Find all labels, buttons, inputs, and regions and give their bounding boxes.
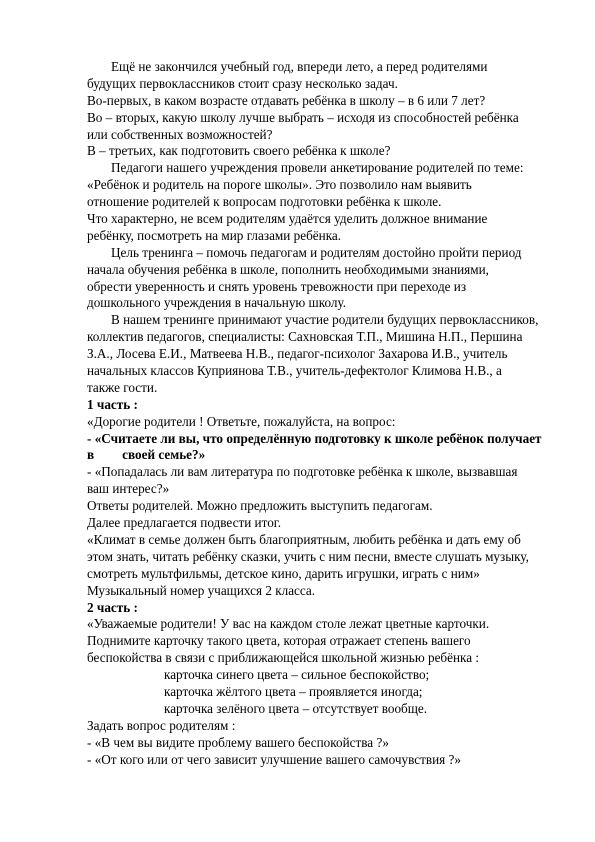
text-line: Далее предлагается подвести итог. (87, 515, 282, 531)
text-line: или собственных возможностей? (87, 126, 273, 142)
text-line: Ещё не закончился учебный год, впереди лето, а перед родителями (111, 59, 488, 74)
card-item: карточка зелёного цвета – отсутствует вообще. (164, 700, 428, 716)
text-line: Педагоги нашего учреждения провели анкетирование родителей по теме: (111, 160, 524, 176)
text-line: «Дорогие родители ! Ответьте, пожалуйста, на вопрос: (87, 413, 396, 429)
part2-heading: 2 часть : (87, 599, 138, 615)
text-line: начала обучения ребёнка в школе, пополнить необходимыми знаниями, (87, 261, 489, 277)
text-line: В нашем тренинге принимают участие родители будущих первоклассников, (111, 312, 539, 328)
card-item: карточка жёлтого цвета – проявляется иногда; (164, 683, 423, 699)
text-line: будущих первоклассников стоит сразу несколько задач. (87, 75, 398, 91)
text-line: Цель тренинга – помочь педагогам и родителям достойно пройти период (111, 244, 522, 260)
text-line: беспокойства в связи с приближающейся школьной жизнью ребёнка : (87, 650, 480, 666)
text-line: Задать вопрос родителям : (87, 717, 236, 733)
card-item: карточка синего цвета – сильное беспокойство; (164, 667, 430, 683)
text-line: также гости. (87, 379, 158, 395)
question-line: - «От кого или от чего зависит улучшение вашего самочувствия ?» (87, 751, 461, 767)
quote-line: смотреть мультфильмы, детское кино, дарить игрушки, играть с ним» (87, 565, 480, 581)
text-line: «Уважаемые родители! У вас на каждом столе лежат цветные карточки. (87, 616, 490, 632)
question-line: - «В чем вы видите проблему вашего беспокойства ?» (87, 734, 389, 750)
text-line: Во-первых, в каком возрасте отдавать ребёнка в школу – в 6 или 7 лет? (87, 92, 486, 108)
text-line: - «Попадалась ли вам литература по подготовке ребёнка к школе, вызвавшая (87, 464, 518, 480)
text-line: Во – вторых, какую школу лучше выбрать – исходя из способностей ребёнка (87, 109, 519, 125)
text-line: З.А., Лосева Е.И., Матвеева Н.В., педагог-психолог Захарова И.В., учитель (87, 346, 508, 362)
text-line: обрести уверенность и снять уровень тревожности при переходе из (87, 278, 467, 294)
text-line: ваш интерес?» (87, 481, 170, 497)
text-line: «Ребёнок и родитель на пороге школы». Это позволило нам выявить (87, 177, 472, 193)
part1-question-1: - «Считаете ли вы, что определённую подготовку к школе ребёнок получает (87, 430, 542, 446)
text-line: Поднимите карточку такого цвета, которая отражает степень вашего (87, 633, 471, 649)
text-line: коллектив педагогов, специалисты: Сахновская Т.П., Мишина Н.П., Першина (87, 329, 523, 345)
text-line: В – третьих, как подготовить своего ребёнка к школе? (87, 143, 391, 159)
text-line: Ответы родителей. Можно предложить выступить педагогам. (87, 498, 433, 514)
part1-question-1-cont: в своей семье?» (87, 447, 206, 463)
text-line: Что характерно, не всем родителям удаётся уделить должное внимание (87, 211, 488, 227)
text-line: начальных классов Куприянова Т.В., учитель-дефектолог Климова Н.В., а (87, 363, 502, 379)
part1-heading: 1 часть : (87, 396, 138, 412)
text-line: дошкольного учреждения в начальную школу. (87, 295, 347, 311)
text-line: ребёнку, посмотреть на мир глазами ребёнка. (87, 227, 342, 243)
text-line: Музыкальный номер учащихся 2 класса. (87, 582, 316, 598)
text-line: отношение родителей к вопросам подготовки ребёнка к школе. (87, 194, 442, 210)
document-body (87, 59, 542, 768)
quote-line: «Климат в семье должен быть благоприятным, любить ребёнка и дать ему об (87, 531, 521, 547)
quote-line: этом знать, читать ребёнку сказки, учить с ним песни, вместе слушать музыку, (87, 548, 529, 564)
